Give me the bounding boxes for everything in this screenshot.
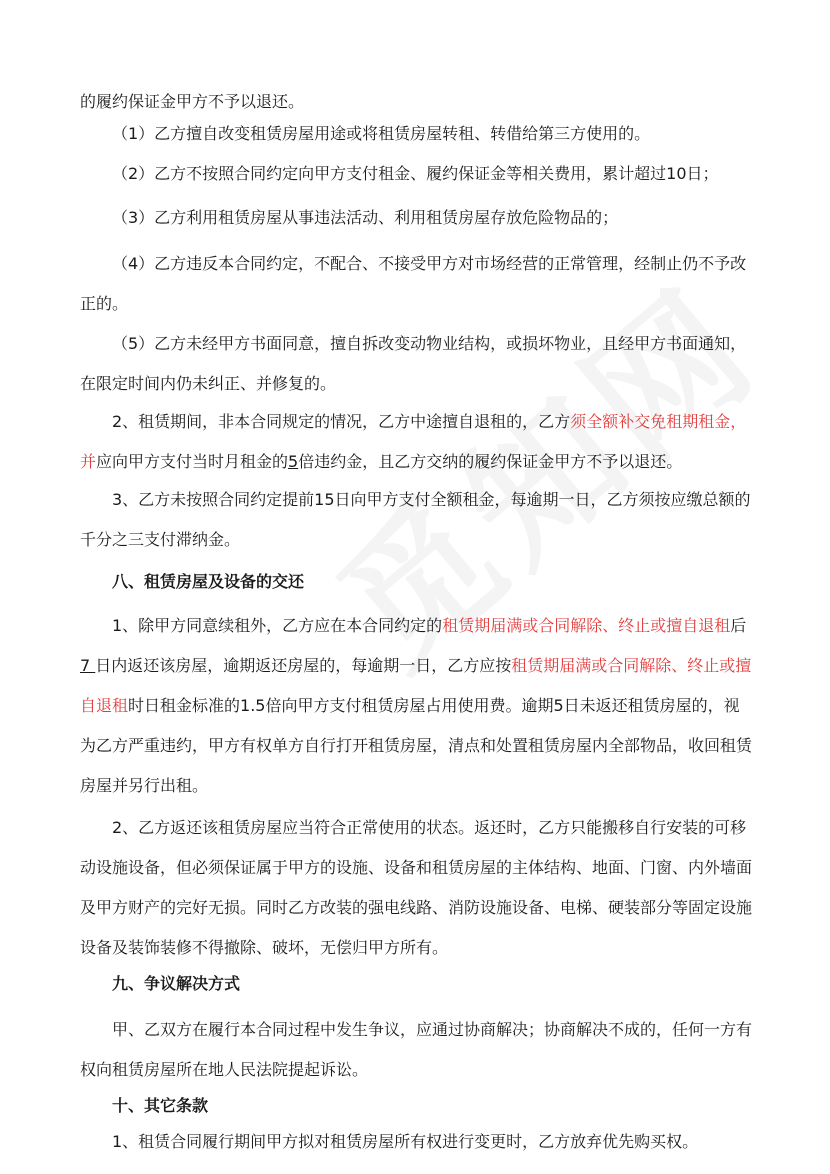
clause-item-5: （5）乙方未经甲方书面同意，擅自拆改变动物业结构，或损坏物业，且经甲方书面通知，在限定时间内仍未纠正、并修复的。 xyxy=(80,334,747,393)
section-heading-9: 九、争议解决方式 xyxy=(112,974,241,993)
underlined-value: 7 xyxy=(80,656,96,675)
text-segment: 应向甲方支付当时月租金的 xyxy=(96,452,289,471)
section-heading-8: 八、租赁房屋及设备的交还 xyxy=(112,572,305,591)
underlined-value: 5 xyxy=(288,452,299,471)
paragraph-continuation: 的履约保证金甲方不予以退还。 xyxy=(80,92,305,111)
return-condition-paragraph: 2、乙方返还该租赁房屋应当符合正常使用的状态。返还时，乙方只能搬移自行安装的可移动设施设备，但必须保证属于甲方的设施、设备和租赁房屋的主体结构、地面、门窗、内外墙面及甲方财产的完好无损。同时乙方改装的强电线路、消防设施设备、电梯、硬装部分等固定设施设备及装饰装修不得撤除、破坏，无偿归甲方所有。 xyxy=(80,818,753,957)
text-segment: 后 xyxy=(730,616,747,635)
highlighted-text: 须全额补交免租期租金，并 xyxy=(80,412,747,471)
late-payment-paragraph: 3、乙方未按照合同约定提前15日向甲方支付全额租金，每逾期一日，乙方须按应缴总额的千分之三支付滞纳金。 xyxy=(80,490,751,549)
text-segment: 时日租金标准的1.5倍向甲方支付租赁房屋占用使用费。逾期5日未返还租赁房屋的，视为乙方严重违约，甲方有权单方自行打开租赁房屋，清点和处置租赁房屋内全部物品，收回租赁房屋并另行出租。 xyxy=(80,696,753,795)
highlighted-text: 租赁期届满或合同解除、终止或擅自退租 xyxy=(80,656,752,715)
highlighted-text: 租赁期届满或合同解除、终止或擅自退租 xyxy=(442,616,731,635)
text-segment: 2、租赁期间，非本合同规定的情况，乙方中途擅自退租的，乙方 xyxy=(112,412,571,431)
return-property-paragraph xyxy=(80,606,752,806)
clause-item-3: （3）乙方利用租赁房屋从事违法活动、利用租赁房屋存放危险物品的； xyxy=(112,208,619,227)
section-heading-10: 十、其它条款 xyxy=(112,1096,209,1115)
text-segment: 1、除甲方同意续租外，乙方应在本合同约定的 xyxy=(112,616,443,635)
text-segment: 倍违约金，且乙方交纳的履约保证金甲方不予以退还。 xyxy=(298,452,683,471)
clause-item-1: （1）乙方擅自改变租赁房屋用途或将租赁房屋转租、转借给第三方使用的。 xyxy=(112,124,651,143)
text-segment: 日内返还该房屋，逾期返还房屋的，每逾期一日，乙方应按 xyxy=(95,656,512,675)
clause-item-2: （2）乙方不按照合同约定向甲方支付租金、履约保证金等相关费用，累计超过10日； xyxy=(112,164,719,183)
other-clause-1: 1、租赁合同履行期间甲方拟对租赁房屋所有权进行变更时，乙方放弃优先购买权。 xyxy=(112,1132,699,1151)
dispute-paragraph: 甲、乙双方在履行本合同过程中发生争议，应通过协商解决；协商解决不成的，任何一方有权向租赁房屋所在地人民法院提起诉讼。 xyxy=(80,1020,753,1079)
early-termination-paragraph xyxy=(80,402,752,482)
clause-item-4: （4）乙方违反本合同约定，不配合、不接受甲方对市场经营的正常管理，经制止仍不予改正的。 xyxy=(80,254,747,313)
